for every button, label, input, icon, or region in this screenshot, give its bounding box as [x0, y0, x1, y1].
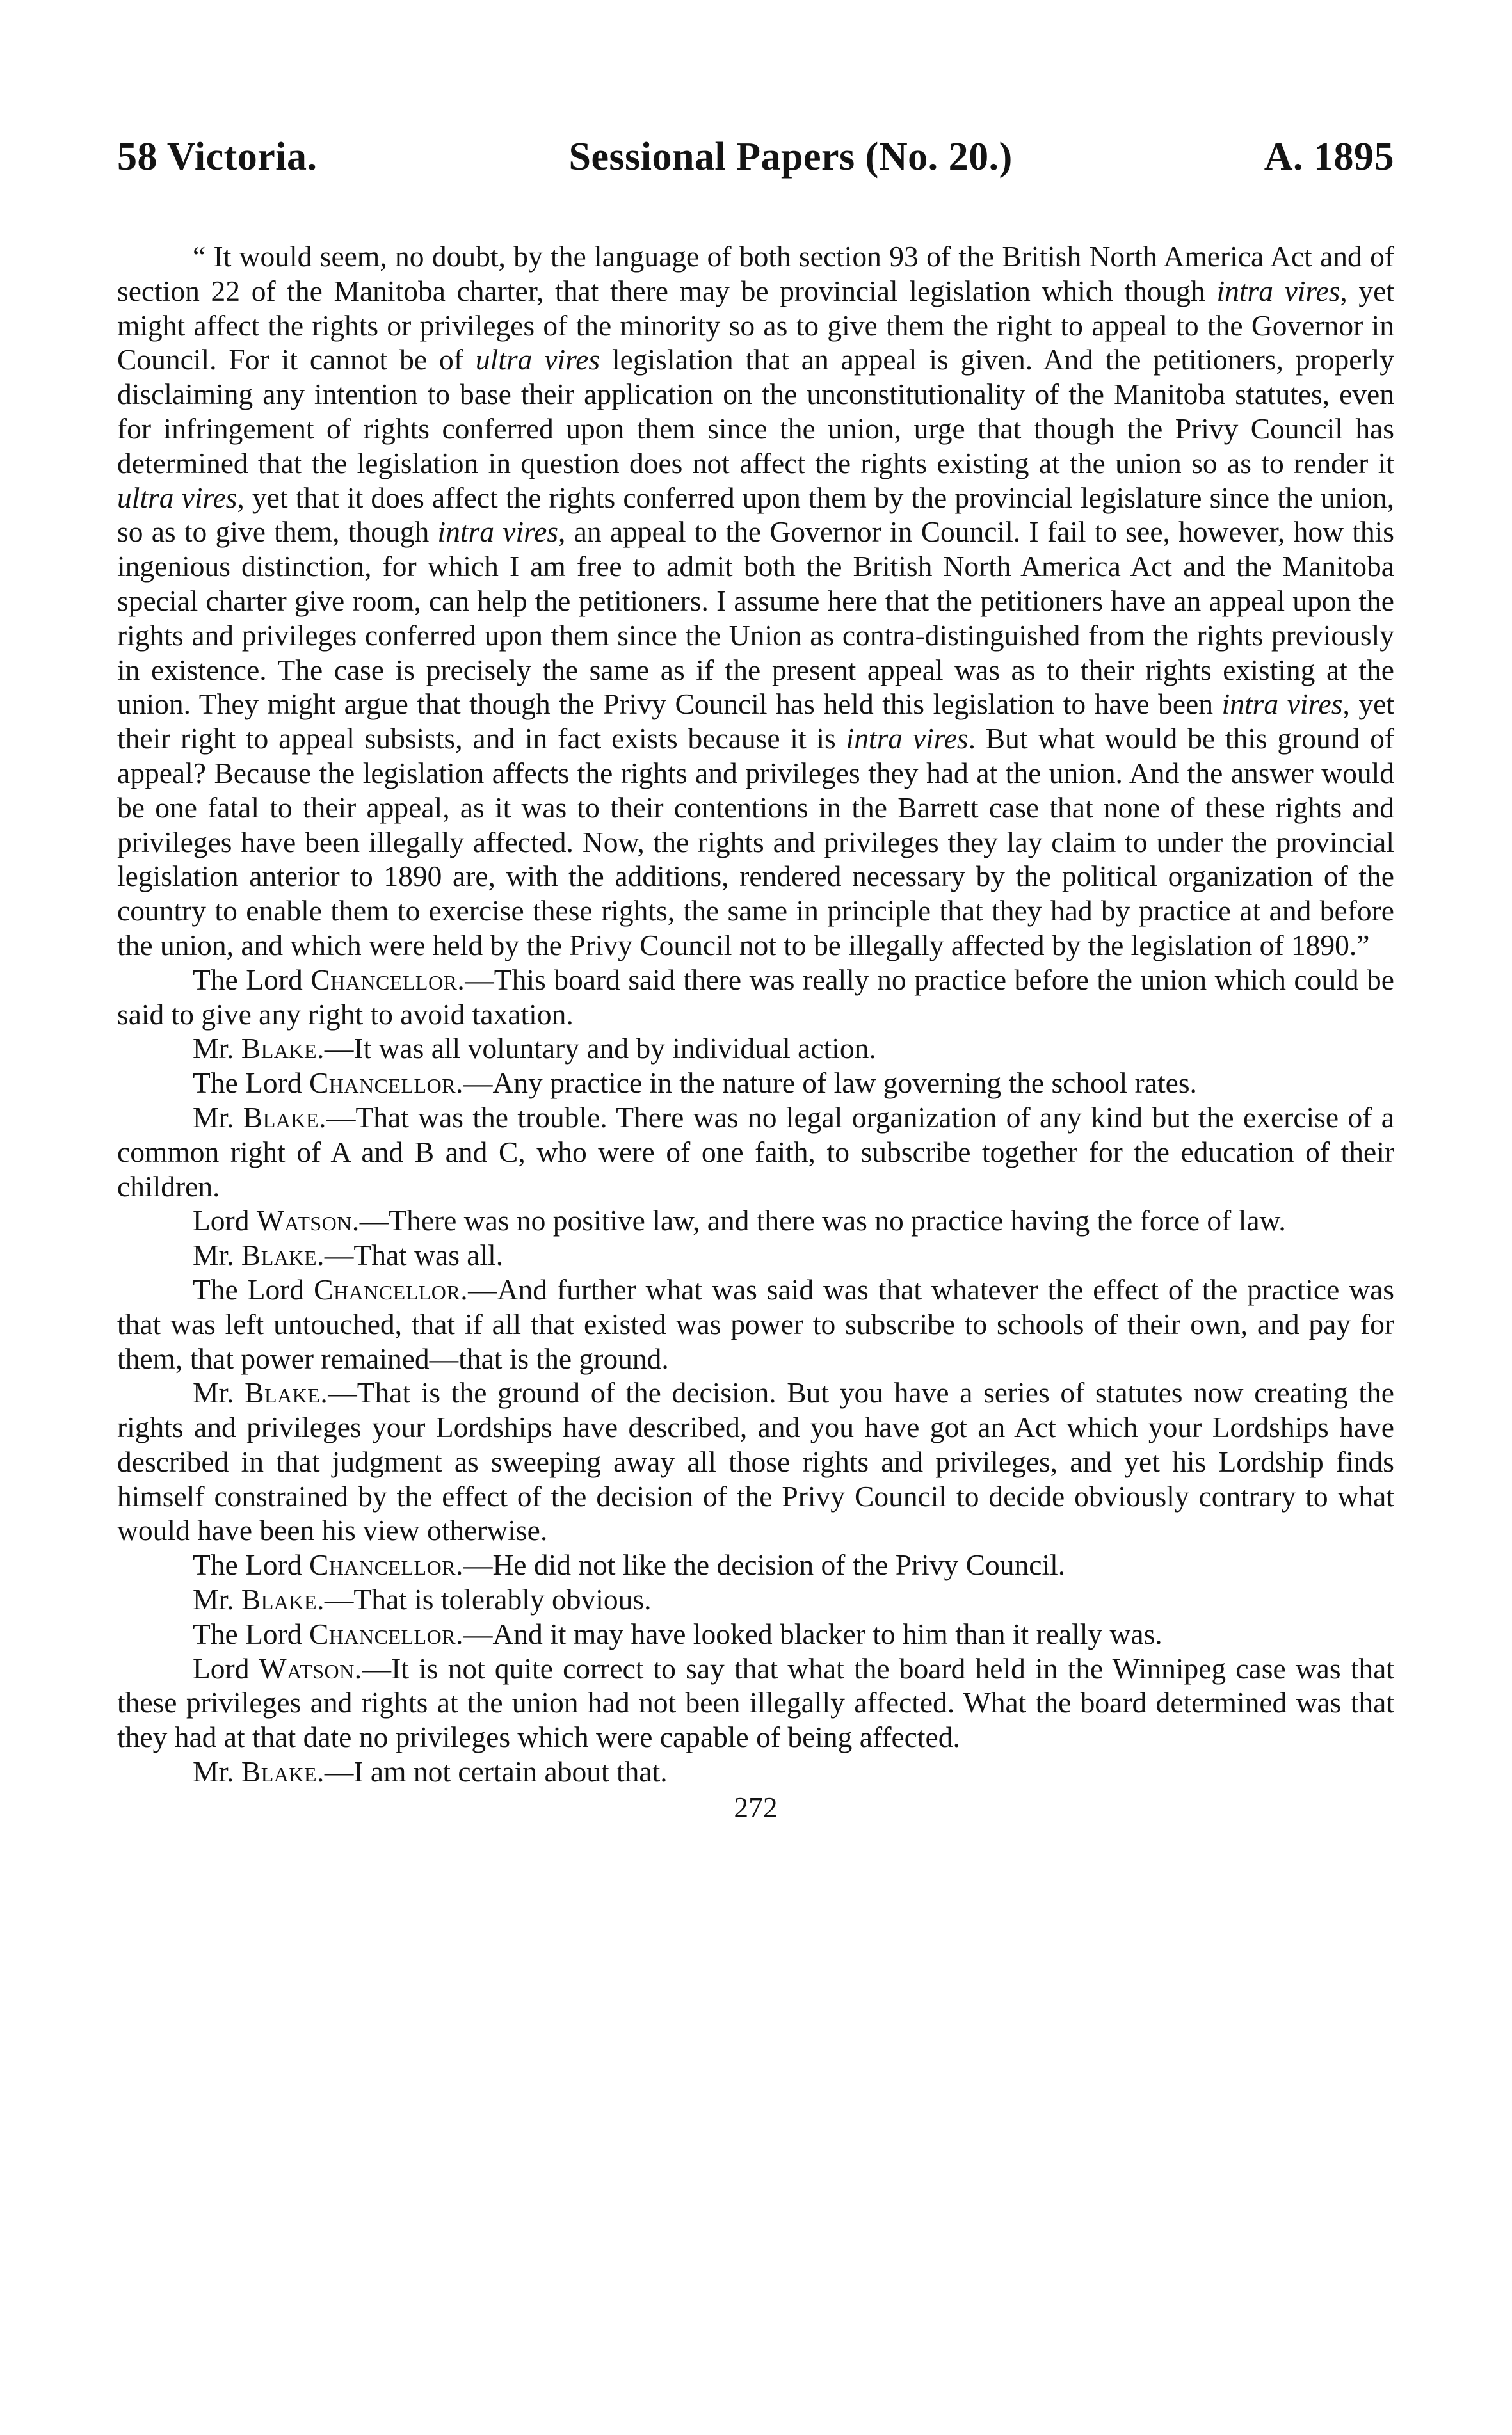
speaker-name: Blake. [241, 1583, 325, 1616]
speaker-name: Blake. [241, 1239, 325, 1272]
page-number: 272 [734, 1790, 778, 1824]
speaker-name: Blake. [241, 1032, 325, 1065]
dialogue-line: Mr. Blake.—It was all voluntary and by individual action. [193, 1032, 876, 1065]
dialogue-line: Lord Watson.—It is not quite correct to say that what the board held in the Winnipeg case was that these privileges and rights at the union had not been illegally affected. What the board determined was that they had at that date no privileges which were capable of being affected. [117, 1651, 1394, 1754]
dialogue-line: The Lord Chancellor.—And it may have looked blacker to him than it really was. [193, 1617, 1162, 1650]
header-session: 58 Victoria. [117, 135, 318, 179]
dialogue-line: Mr. Blake.—That was all. [193, 1239, 504, 1272]
header-title: Sessional Papers (No. 20.) [568, 135, 1013, 179]
dialogue-line: The Lord Chancellor.—He did not like the decision of the Privy Council. [193, 1548, 1066, 1582]
speaker-name: Blake. [243, 1100, 326, 1134]
speaker-name: Chancellor. [314, 1273, 469, 1306]
dialogue-line: Lord Watson.—There was no positive law, and there was no practice having the force of law. [193, 1204, 1286, 1237]
header-year: A. 1895 [1264, 135, 1394, 179]
dialogue-line: Mr. Blake.—That was the trouble. There was no legal organization of any kind but the exercise of a common right of A and B and C, who were of one faith, to subscribe together for the education of their children. [117, 1100, 1394, 1203]
speaker-name: Chancellor. [310, 963, 465, 996]
running-head [117, 134, 1394, 179]
dialogue-line: Mr. Blake.—I am not certain about that. [193, 1755, 668, 1788]
speaker-name: Watson. [259, 1651, 362, 1685]
speaker-name: Watson. [256, 1204, 360, 1237]
speaker-name: Chancellor. [309, 1617, 463, 1650]
speaker-name: Chancellor. [309, 1066, 463, 1100]
dialogue-line: The Lord Chancellor.—This board said there was really no practice before the union which could be said to give any right to avoid taxation. [117, 963, 1394, 1031]
dialogue-line: Mr. Blake.—That is the ground of the decision. But you have a series of statutes now creating the rights and privileges your Lordships have described, and you have got an Act which your Lordships have described in that judgment as sweeping away all those rights and privileges, and yet his Lordship finds himself constrained by the effect of the decision of the Privy Council to decide obviously contrary to what would have been his view otherwise. [117, 1376, 1394, 1547]
speaker-name: Chancellor. [309, 1548, 463, 1582]
dialogue-line: The Lord Chancellor.—And further what was said was that whatever the effect of the practice was that was left untouched, that if all that existed was power to subscribe to schools of their own, and pay for them, that power remained—that is the ground. [117, 1273, 1394, 1375]
body-text [117, 239, 1394, 1789]
speaker-name: Blake. [245, 1376, 328, 1410]
speaker-name: Blake. [241, 1755, 325, 1788]
dialogue-line: Mr. Blake.—That is tolerably obvious. [193, 1583, 652, 1616]
document-page [117, 134, 1394, 1825]
dialogue-line: The Lord Chancellor.—Any practice in the nature of law governing the school rates. [193, 1066, 1197, 1100]
quoted-judgment: “ It would seem, no doubt, by the language of both section 93 of the British North America Act and of section 22 of the Manitoba charter, that there may be provincial legislation which though intra vires, yet might affect the rights or privileges of the minority so as to give them the right to appeal to the Governor in Council. For it cannot be of ultra vires legislation that an appeal is given. And the petitioners, properly disclaiming any intention to base their application on the unconstitutionality of the Manitoba statutes, even for infringement of rights conferred upon them since the union, urge that though the Privy Council has determined that the legislation in question does not affect the rights existing at the union so as to render it ultra vires, yet that it does affect the rights conferred upon them by the provincial legislature since the union, so as to give them, though intra vires, an appeal to the Governor in Council. I fail to see, however, how this ingenious distinction, for which I am free to admit both the British North America Act and the Manitoba special charter give room, can help the petitioners. I assume here that the petitioners have an appeal upon the rights and privileges conferred upon them since the Union as contra-distinguished from the rights previously in existence. The case is precisely the same as if the present appeal was as to their rights existing at the union. They might argue that though the Privy Council has held this legislation to have been intra vires, yet their right to appeal subsists, and in fact exists because it is intra vires. But what would be this ground of appeal? Because the legislation affects the rights and privileges they had at the union. And the answer would be one fatal to their appeal, as it was to their contentions in the Barrett case that none of these rights and privileges have been illegally affected. Now, the rights and privileges they lay claim to under the provincial legislation anterior to 1890 are, with the additions, rendered necessary by the political organization of the country to enable them to exercise these rights, the same in principle that they had by practice at and before the union, and which were held by the Privy Council not to be illegally affected by the legislation of 1890.” [117, 240, 1395, 961]
